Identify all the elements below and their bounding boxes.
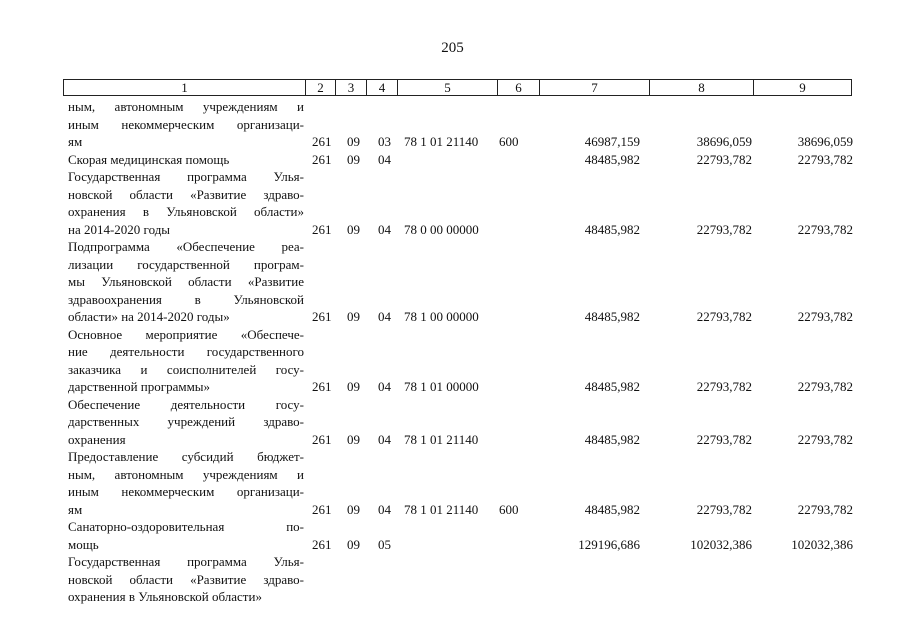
cell-col-2: 261	[312, 379, 332, 394]
cell-col-8: 22793,782	[696, 151, 752, 167]
description-line: ным, автономным учреждениям и	[68, 99, 304, 114]
cell-col-9: 22793,782	[797, 379, 853, 394]
description-line: иным некоммерческим организаци-	[68, 484, 304, 499]
cell-col-8: 22793,782	[696, 431, 752, 447]
description-line: заказчика и соисполнителей госу-	[68, 361, 304, 377]
cell-col-5: 78 1 01 21140	[404, 134, 479, 149]
description-line: здравоохранения в Ульяновской	[68, 291, 304, 307]
cell-col-6: 600	[499, 134, 519, 149]
cell-col-5: 78 0 00 00000	[404, 221, 479, 237]
cell-col-8: 22793,782	[696, 501, 752, 517]
cell-col-4: 04	[378, 309, 391, 324]
row-description	[68, 448, 304, 518]
cell-col-3: 09	[347, 501, 360, 517]
row-description	[68, 98, 304, 151]
cell-col-3: 09	[347, 151, 360, 167]
cell-col-9: 38696,059	[797, 134, 853, 149]
cell-col-7: 48485,982	[584, 221, 640, 237]
description-line: мы Ульяновской области «Развитие	[68, 274, 304, 289]
header-cell-2: 2	[306, 80, 336, 95]
description-line: Подпрограмма «Обеспечение реа-	[68, 239, 304, 254]
cell-col-7: 48485,982	[584, 309, 640, 324]
table-row	[0, 168, 905, 238]
cell-col-7: 129196,686	[578, 536, 640, 552]
description-line: охранения в Ульяновской области»	[68, 204, 304, 219]
description-line: дарственных учреждений здраво-	[68, 414, 304, 429]
description-line: области» на 2014-2020 годы»	[68, 309, 230, 324]
cell-col-7: 46987,159	[584, 134, 640, 149]
cell-col-4: 03	[378, 134, 391, 149]
description-line: Государственная программа Улья-	[68, 554, 304, 569]
header-cell-9: 9	[799, 80, 806, 95]
cell-col-4: 04	[378, 379, 391, 394]
cell-col-8: 22793,782	[696, 309, 752, 324]
description-line: дарственной программы»	[68, 379, 211, 394]
cell-col-7: 48485,982	[584, 151, 640, 167]
cell-col-3: 09	[347, 309, 360, 324]
table-header	[63, 79, 852, 96]
cell-col-8: 22793,782	[696, 379, 752, 394]
cell-col-2: 261	[312, 309, 332, 324]
cell-col-5: 78 1 01 21140	[404, 501, 479, 517]
header-cell-7: 7	[540, 80, 650, 95]
table-row	[0, 98, 905, 151]
cell-col-2: 261	[312, 134, 332, 149]
cell-col-8: 22793,782	[696, 221, 752, 237]
table-row	[0, 151, 905, 169]
cell-col-9: 22793,782	[797, 221, 853, 237]
cell-col-2: 261	[312, 501, 332, 517]
cell-col-7: 48485,982	[584, 431, 640, 447]
table-row	[0, 448, 905, 518]
table-row	[0, 396, 905, 449]
cell-col-4: 05	[378, 536, 391, 552]
description-line: Государственная программа Улья-	[68, 169, 304, 184]
table-row	[0, 553, 905, 606]
description-line: ям	[68, 501, 83, 517]
row-description	[68, 238, 304, 326]
header-cell-4: 4	[367, 80, 398, 95]
cell-col-5: 78 1 01 21140	[404, 431, 479, 447]
description-line: лизации государственной програм-	[68, 256, 304, 272]
cell-col-7: 48485,982	[584, 501, 640, 517]
cell-col-4: 04	[378, 431, 391, 447]
row-description	[68, 151, 304, 169]
description-line: ние деятельности государственного	[68, 344, 304, 359]
cell-col-9: 22793,782	[797, 501, 853, 517]
description-line: Скорая медицинская помощь	[68, 151, 230, 167]
description-line: на 2014-2020 годы	[68, 221, 171, 237]
cell-col-8: 102032,386	[690, 536, 752, 552]
description-line: Санаторно-оздоровительная по-	[68, 519, 304, 534]
cell-col-3: 09	[347, 134, 360, 149]
header-cell-8: 8	[650, 80, 754, 95]
description-line: охранения	[68, 431, 126, 447]
description-line: Основное мероприятие «Обеспече-	[68, 326, 304, 342]
description-line: Обеспечение деятельности госу-	[68, 396, 304, 412]
cell-col-4: 04	[378, 151, 391, 167]
cell-col-5: 78 1 01 00000	[404, 379, 479, 394]
header-cell-1: 1	[64, 80, 306, 95]
cell-col-4: 04	[378, 221, 391, 237]
cell-col-5: 78 1 00 00000	[404, 309, 479, 324]
table-row	[0, 326, 905, 396]
cell-col-2: 261	[312, 221, 332, 237]
cell-col-3: 09	[347, 431, 360, 447]
description-line: Предоставление субсидий бюджет-	[68, 449, 304, 464]
description-line: мощь	[68, 536, 99, 552]
row-description	[68, 553, 304, 606]
row-description	[68, 168, 304, 238]
cell-col-3: 09	[347, 536, 360, 552]
header-cell-3: 3	[336, 80, 367, 95]
cell-col-9: 102032,386	[791, 536, 853, 552]
description-line: ям	[68, 134, 83, 149]
page-number: 205	[441, 40, 464, 56]
description-line: охранения в Ульяновской области»	[68, 589, 262, 604]
table-row	[0, 518, 905, 553]
cell-col-9: 22793,782	[797, 309, 853, 324]
table-body	[0, 98, 905, 606]
description-line: новской области «Развитие здраво-	[68, 571, 304, 587]
cell-col-2: 261	[312, 536, 332, 552]
description-line: иным некоммерческим организаци-	[68, 116, 304, 132]
cell-col-6: 600	[499, 501, 519, 517]
cell-col-3: 09	[347, 379, 360, 394]
cell-col-2: 261	[312, 431, 332, 447]
cell-col-9: 22793,782	[797, 431, 853, 447]
cell-col-3: 09	[347, 221, 360, 237]
row-description	[68, 396, 304, 449]
cell-col-4: 04	[378, 501, 391, 517]
description-line: новской области «Развитие здраво-	[68, 186, 304, 202]
description-line: ным, автономным учреждениям и	[68, 466, 304, 482]
cell-col-9: 22793,782	[797, 151, 853, 167]
header-cell-6: 6	[498, 80, 540, 95]
row-description	[68, 518, 304, 553]
cell-col-7: 48485,982	[584, 379, 640, 394]
header-cell-5: 5	[398, 80, 498, 95]
row-description	[68, 326, 304, 396]
table-row	[0, 238, 905, 326]
cell-col-2: 261	[312, 151, 332, 167]
cell-col-8: 38696,059	[696, 134, 752, 149]
